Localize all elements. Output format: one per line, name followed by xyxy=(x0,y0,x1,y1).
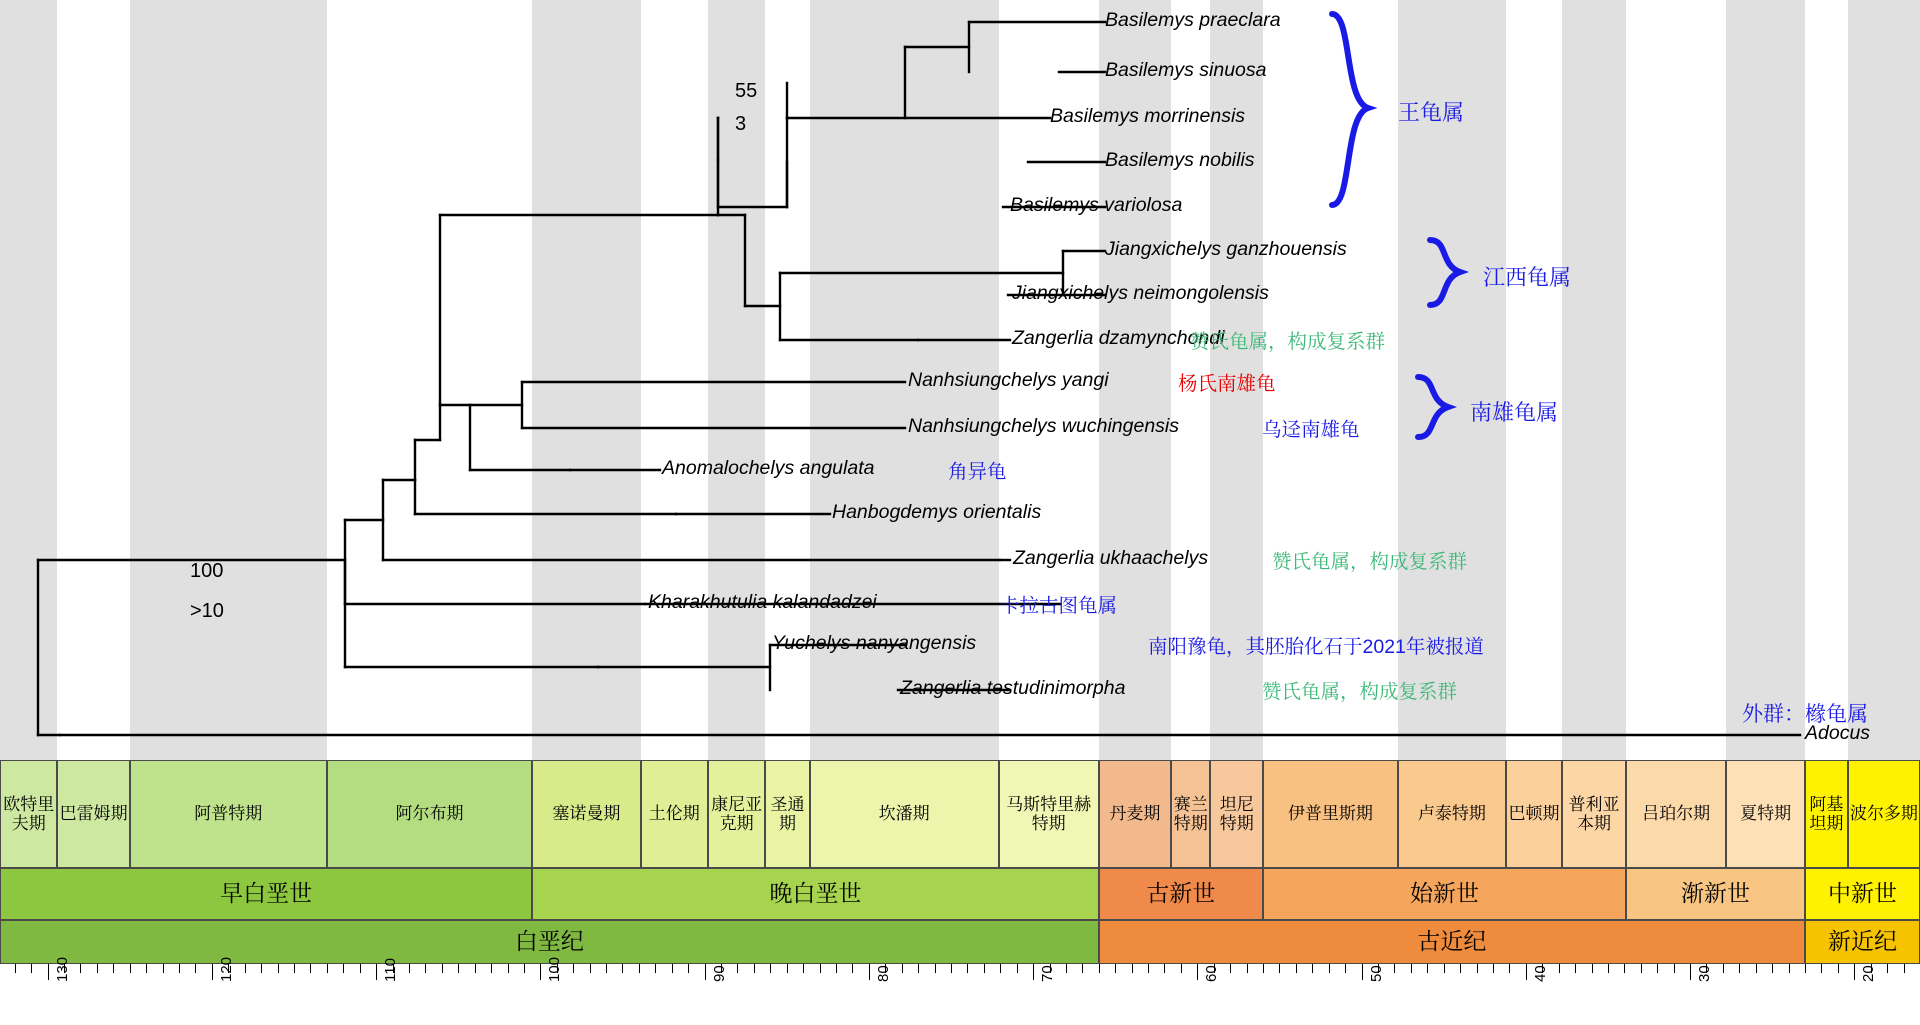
axis-tick-minor xyxy=(1657,964,1658,973)
axis-tick-minor xyxy=(508,964,509,973)
axis-tick-label: 30 xyxy=(1696,965,1714,982)
axis-tick-minor xyxy=(918,964,919,973)
axis-tick-minor xyxy=(852,964,853,973)
axis-tick-minor xyxy=(475,964,476,973)
axis-tick-minor xyxy=(787,964,788,973)
taxon-label: Basilemys variolosa xyxy=(1010,194,1183,216)
taxon-label: Nanhsiungchelys yangi xyxy=(908,369,1109,391)
stages-cell: 夏特期 xyxy=(1726,760,1805,868)
axis-tick-minor xyxy=(1181,964,1182,973)
axis-tick-minor xyxy=(984,964,985,973)
axis-tick-minor xyxy=(1132,964,1133,973)
axis-tick-minor xyxy=(245,964,246,973)
axis-tick-minor xyxy=(524,964,525,973)
taxon-label: Jiangxichelys ganzhouensis xyxy=(1105,238,1347,260)
axis-tick-major xyxy=(1854,964,1855,980)
axis-tick-minor xyxy=(1592,964,1593,973)
axis-tick-label: 80 xyxy=(874,965,892,982)
stages-cell: 巴雷姆期 xyxy=(57,760,129,868)
axis-tick-minor xyxy=(146,964,147,973)
periods-cell: 古近纪 xyxy=(1099,920,1805,964)
axis-tick-minor xyxy=(967,964,968,973)
clade-label-nanhsiungchelys: 南雄龟属 xyxy=(1470,400,1559,425)
axis-tick-minor xyxy=(1772,964,1773,973)
taxon-label: Kharakhutulia kalandadzei xyxy=(648,591,877,613)
axis-tick-label: 90 xyxy=(710,965,728,982)
stages-cell: 阿基坦期 xyxy=(1805,760,1848,868)
axis-tick-minor xyxy=(1641,964,1642,973)
axis-tick-minor xyxy=(1624,964,1625,973)
axis-tick-major xyxy=(1197,964,1198,980)
axis-tick-major xyxy=(376,964,377,980)
axis-tick-label: 120 xyxy=(217,956,235,982)
axis-tick-minor xyxy=(1559,964,1560,973)
node-support-value: 55 xyxy=(735,80,758,102)
taxon-label: Basilemys praeclara xyxy=(1105,9,1281,31)
axis-tick-label: 50 xyxy=(1367,965,1385,982)
axis-tick-major xyxy=(48,964,49,980)
axis-tick-minor xyxy=(310,964,311,973)
axis-tick-label: 40 xyxy=(1531,965,1549,982)
taxon-label: Zangerlia dzamynchondi xyxy=(1012,327,1225,349)
stages-cell: 土伦期 xyxy=(641,760,708,868)
node-support-value: >10 xyxy=(190,600,224,622)
axis-tick-major xyxy=(540,964,541,980)
axis-tick-minor xyxy=(1723,964,1724,973)
axis-tick-major xyxy=(705,964,706,980)
stages-cell: 坦尼特期 xyxy=(1210,760,1263,868)
taxon-annotation: 赞氏龟属，构成复系群 xyxy=(1272,551,1468,573)
axis-tick-minor xyxy=(1296,964,1297,973)
axis-tick-label: 20 xyxy=(1860,965,1878,982)
taxon-label: Nanhsiungchelys wuchingensis xyxy=(908,415,1179,437)
axis-tick-minor xyxy=(1099,964,1100,973)
clade-label-jiangxichelys: 江西龟属 xyxy=(1483,265,1572,290)
axis-tick-minor xyxy=(902,964,903,973)
taxon-annotation: 卡拉古图龟属 xyxy=(1000,595,1118,617)
axis-tick-minor xyxy=(935,964,936,973)
axis-tick-minor xyxy=(770,964,771,973)
axis-tick-minor xyxy=(1739,964,1740,973)
stages-cell: 欧特里夫期 xyxy=(0,760,57,868)
timescale-epochs-row xyxy=(0,868,1920,920)
axis-tick-minor xyxy=(1477,964,1478,973)
axis-tick-minor xyxy=(1575,964,1576,973)
taxon-annotation: 赞氏龟属，构成复系群 xyxy=(1262,681,1458,703)
axis-tick-label: 110 xyxy=(382,958,400,982)
stages-cell: 坎潘期 xyxy=(810,760,999,868)
axis-tick-major xyxy=(1690,964,1691,980)
axis-tick-minor xyxy=(1756,964,1757,973)
axis-tick-minor xyxy=(1230,964,1231,973)
axis-tick-minor xyxy=(655,964,656,973)
axis-tick-minor xyxy=(327,964,328,973)
axis-tick-minor xyxy=(820,964,821,973)
taxon-label: Yuchelys nanyangensis xyxy=(772,632,977,654)
axis-tick-minor xyxy=(672,964,673,973)
axis-tick-minor xyxy=(343,964,344,973)
stages-cell: 波尔多期 xyxy=(1848,760,1920,868)
taxon-annotation: 南阳豫龟，其胚胎化石于2021年被报道 xyxy=(1148,636,1484,658)
axis-tick-minor xyxy=(606,964,607,973)
axis-tick-minor xyxy=(278,964,279,973)
axis-tick-minor xyxy=(836,964,837,973)
axis-tick-minor xyxy=(1887,964,1888,973)
axis-tick-minor xyxy=(1509,964,1510,973)
stages-cell: 卢泰特期 xyxy=(1398,760,1506,868)
epochs-cell: 渐新世 xyxy=(1626,868,1805,920)
axis-tick-minor xyxy=(1164,964,1165,973)
axis-tick-minor xyxy=(1329,964,1330,973)
axis-tick-minor xyxy=(15,964,16,973)
geologic-timescale xyxy=(0,760,1920,970)
axis-tick-minor xyxy=(1148,964,1149,973)
epochs-cell: 古新世 xyxy=(1099,868,1263,920)
axis-tick-minor xyxy=(1394,964,1395,973)
taxon-label: Zangerlia ukhaachelys xyxy=(1013,547,1209,569)
axis-tick-minor xyxy=(1000,964,1001,973)
taxon-label: Jiangxichelys neimongolensis xyxy=(1012,282,1269,304)
axis-tick-minor xyxy=(31,964,32,973)
stages-cell: 康尼亚克期 xyxy=(708,760,765,868)
axis-tick-minor xyxy=(179,964,180,973)
axis-tick-minor xyxy=(1838,964,1839,973)
axis-tick-minor xyxy=(754,964,755,973)
axis-tick-minor xyxy=(1674,964,1675,973)
node-support-value: 3 xyxy=(735,113,747,135)
axis-tick-minor xyxy=(1312,964,1313,973)
axis-tick-label: 130 xyxy=(53,956,71,982)
axis-tick-minor xyxy=(1279,964,1280,973)
clade-label-basilemys: 王龟属 xyxy=(1398,100,1465,125)
epochs-cell: 早白垩世 xyxy=(0,868,532,920)
stages-cell: 普利亚本期 xyxy=(1562,760,1626,868)
stages-cell: 赛兰特期 xyxy=(1171,760,1210,868)
axis-tick-label: 60 xyxy=(1203,965,1221,982)
axis-tick-minor xyxy=(1247,964,1248,973)
taxon-label: Zangerlia testudinimorpha xyxy=(900,677,1126,699)
taxon-label: Adocus xyxy=(1805,722,1871,744)
stages-cell: 伊普里斯期 xyxy=(1263,760,1398,868)
axis-tick-major xyxy=(1362,964,1363,980)
stages-cell: 圣通期 xyxy=(765,760,809,868)
axis-tick-minor xyxy=(1821,964,1822,973)
stages-cell: 丹麦期 xyxy=(1099,760,1171,868)
axis-tick-minor xyxy=(80,964,81,973)
axis-tick-minor xyxy=(1263,964,1264,973)
stages-cell: 吕珀尔期 xyxy=(1626,760,1726,868)
taxon-annotation: 角异龟 xyxy=(948,461,1007,483)
axis-tick-minor xyxy=(639,964,640,973)
taxon-label: Basilemys morrinensis xyxy=(1050,105,1246,127)
taxon-label: Hanbogdemys orientalis xyxy=(832,501,1042,523)
periods-cell: 白垩纪 xyxy=(0,920,1099,964)
taxon-label: Anomalochelys angulata xyxy=(662,457,875,479)
axis-tick-label: 70 xyxy=(1039,965,1057,982)
axis-tick-minor xyxy=(195,964,196,973)
axis-tick-minor xyxy=(442,964,443,973)
axis-tick-minor xyxy=(113,964,114,973)
axis-tick-major xyxy=(212,964,213,980)
axis-tick-major xyxy=(869,964,870,980)
epochs-cell: 始新世 xyxy=(1263,868,1626,920)
periods-cell: 新近纪 xyxy=(1805,920,1920,964)
epochs-cell: 晚白垩世 xyxy=(532,868,1099,920)
node-support-value: 100 xyxy=(190,560,224,582)
axis-tick-minor xyxy=(590,964,591,973)
taxon-annotation: 杨氏南雄龟 xyxy=(1178,373,1276,395)
stages-cell: 巴顿期 xyxy=(1506,760,1562,868)
axis-tick-label: 100 xyxy=(546,956,564,982)
taxon-annotation: 赞氏龟属，构成复系群 xyxy=(1190,331,1386,353)
axis-tick-minor xyxy=(951,964,952,973)
axis-tick-minor xyxy=(622,964,623,973)
axis-tick-minor xyxy=(1115,964,1116,973)
time-axis-ruler xyxy=(0,956,1920,1025)
axis-tick-minor xyxy=(1017,964,1018,973)
timescale-periods-row xyxy=(0,920,1920,964)
axis-tick-minor xyxy=(1444,964,1445,973)
axis-tick-major xyxy=(1033,964,1034,980)
taxon-label: Basilemys nobilis xyxy=(1105,149,1255,171)
timescale-stages-row xyxy=(0,760,1920,868)
axis-tick-minor xyxy=(1345,964,1346,973)
taxon-label: Basilemys sinuosa xyxy=(1105,59,1267,81)
axis-tick-minor xyxy=(409,964,410,973)
axis-tick-minor xyxy=(491,964,492,973)
axis-tick-minor xyxy=(573,964,574,973)
axis-tick-minor xyxy=(261,964,262,973)
stages-cell: 阿普特期 xyxy=(130,760,327,868)
axis-tick-minor xyxy=(1460,964,1461,973)
stages-cell: 塞诺曼期 xyxy=(532,760,640,868)
axis-tick-minor xyxy=(1608,964,1609,973)
axis-tick-minor xyxy=(803,964,804,973)
axis-tick-minor xyxy=(130,964,131,973)
axis-tick-minor xyxy=(1427,964,1428,973)
axis-tick-minor xyxy=(1066,964,1067,973)
taxon-annotation: 乌迳南雄龟 xyxy=(1262,419,1360,441)
axis-tick-minor xyxy=(163,964,164,973)
outgroup-note: 外群：橼龟属 xyxy=(1742,703,1868,726)
axis-tick-minor xyxy=(1904,964,1905,973)
axis-tick-minor xyxy=(1493,964,1494,973)
axis-tick-minor xyxy=(737,964,738,973)
axis-tick-minor xyxy=(360,964,361,973)
axis-tick-major xyxy=(1526,964,1527,980)
axis-tick-minor xyxy=(97,964,98,973)
axis-tick-minor xyxy=(688,964,689,973)
axis-tick-minor xyxy=(458,964,459,973)
axis-tick-minor xyxy=(425,964,426,973)
stages-cell: 阿尔布期 xyxy=(327,760,532,868)
epochs-cell: 中新世 xyxy=(1805,868,1920,920)
stages-cell: 马斯特里赫特期 xyxy=(999,760,1099,868)
axis-tick-minor xyxy=(1411,964,1412,973)
axis-tick-minor xyxy=(1805,964,1806,973)
axis-tick-minor xyxy=(294,964,295,973)
axis-tick-minor xyxy=(1789,964,1790,973)
axis-tick-minor xyxy=(1082,964,1083,973)
